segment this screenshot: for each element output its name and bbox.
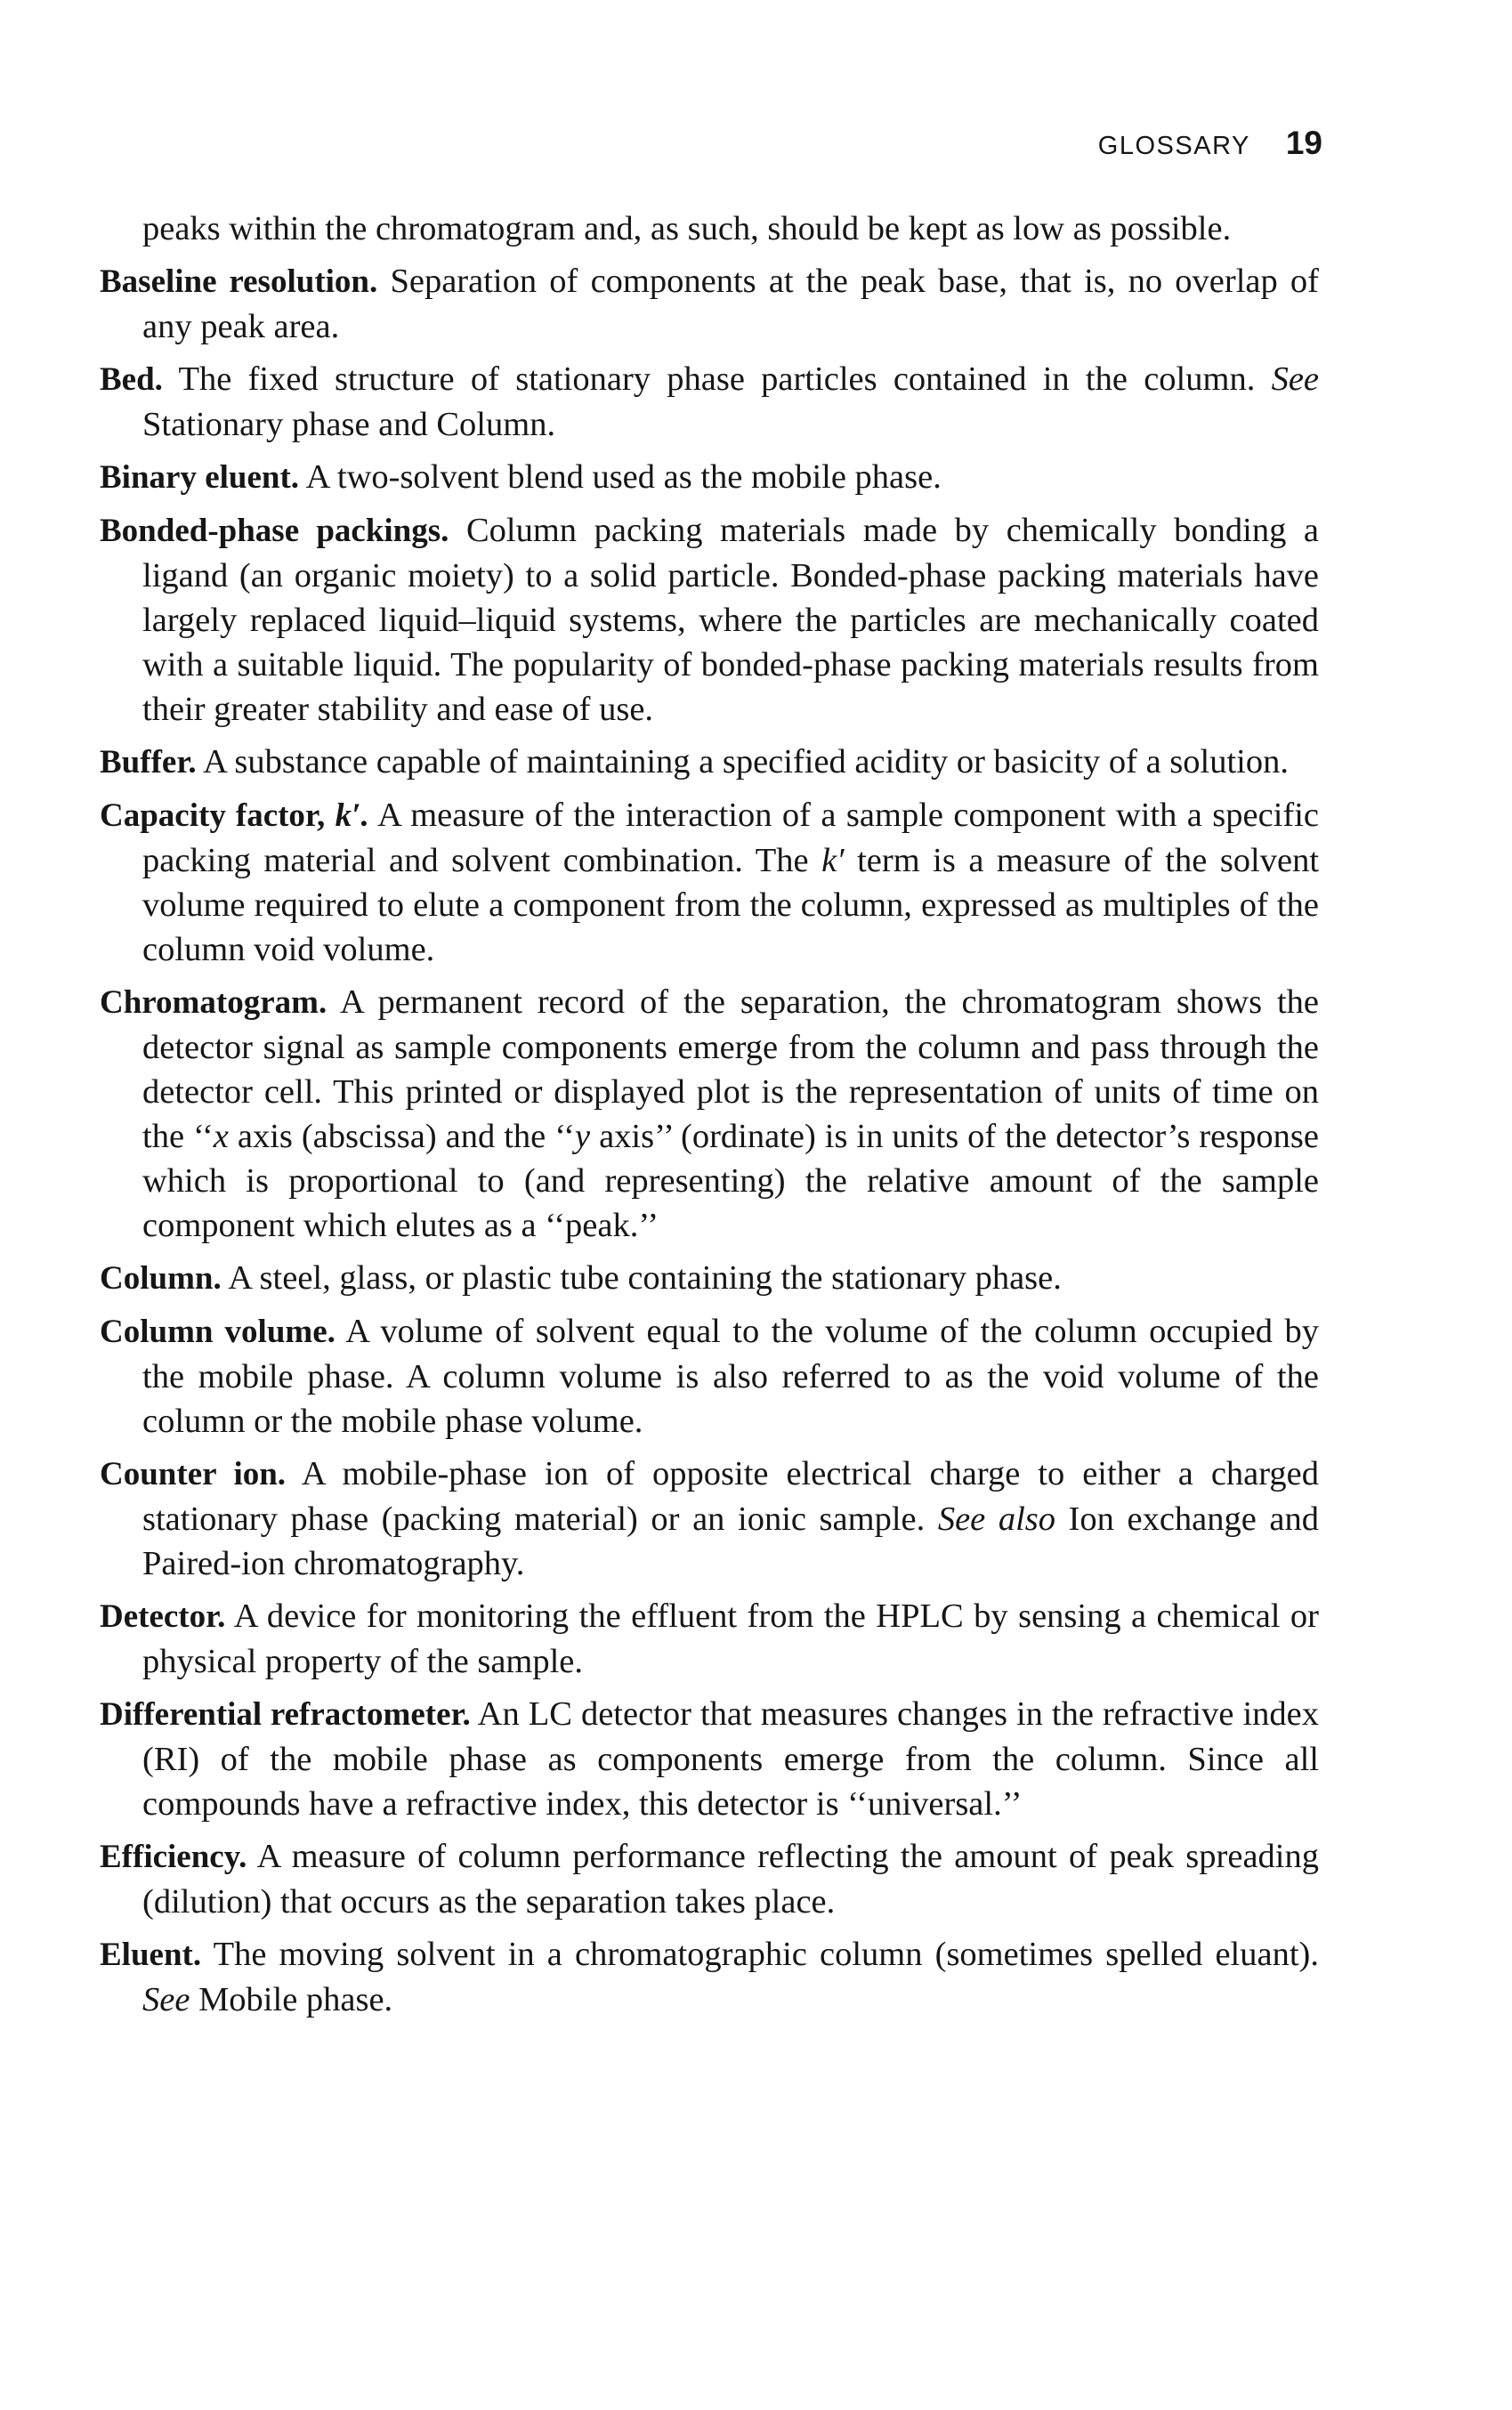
glossary-term: Bonded-phase packings.	[100, 513, 449, 549]
glossary-entry-eluent	[100, 1932, 1319, 2022]
symbol-x: x	[213, 1118, 229, 1155]
cross-reference-label: See	[1271, 360, 1320, 398]
glossary-term: Baseline resolution.	[100, 263, 378, 300]
glossary-entry-column	[100, 1256, 1319, 1301]
cross-reference-text: Ion exchange and Paired-ion chromatography.	[142, 1500, 1319, 1582]
glossary-term: Detector.	[100, 1598, 226, 1635]
glossary-definition: The moving solvent in a chromatographic column (sometimes spelled eluant).	[213, 1936, 1319, 1973]
running-title: GLOSSARY	[1097, 132, 1250, 160]
glossary-body	[100, 206, 1319, 2030]
glossary-definition: A volume of solvent equal to the volume of the column occupied by the mobile phase. A column volume is also referred to as the void volume of the column or the mobile phase volume.	[142, 1313, 1319, 1440]
glossary-definition: A device for monitoring the effluent from the HPLC by sensing a chemical or physical property of the sample.	[142, 1597, 1319, 1680]
glossary-definition-continued: term is a measure of the solvent volume required to elute a component from the column, expressed as multiples of the column void volume.	[142, 842, 1320, 968]
cross-reference-label: See also	[937, 1500, 1055, 1538]
glossary-definition: An LC detector that measures changes in the refractive index (RI) of the mobile phase as components emerge from the column. Since all compounds have a refractive index, this detector is ‘‘universal.’’	[142, 1695, 1319, 1823]
glossary-entry-efficiency	[100, 1834, 1319, 1924]
glossary-definition: A mobile-phase ion of opposite electrical charge to either a charged stationary phase (packing material) or an ionic sample.	[142, 1455, 1319, 1538]
glossary-term: Buffer.	[100, 744, 197, 780]
glossary-definition: A measure of column performance reflecting the amount of peak spreading (dilution) that occurs as the separation takes place.	[142, 1838, 1319, 1921]
glossary-entry-baseline-resolution	[100, 259, 1319, 349]
glossary-term: Counter ion.	[100, 1456, 287, 1492]
glossary-term: Binary eluent.	[100, 459, 300, 496]
symbol-y: y	[575, 1118, 591, 1155]
running-head	[1098, 125, 1322, 167]
glossary-term: Chromatogram.	[100, 984, 327, 1021]
symbol-k-prime: k′	[821, 842, 845, 879]
glossary-definition: Separation of components at the peak base, that is, no overlap of any peak area.	[142, 263, 1320, 345]
glossary-entry-chromatogram	[100, 980, 1319, 1248]
glossary-term: Eluent.	[100, 1937, 202, 1973]
glossary-entry-capacity-factor	[100, 793, 1319, 972]
glossary-term: Differential refractometer.	[100, 1696, 471, 1733]
glossary-entry-bed	[100, 357, 1319, 447]
glossary-definition: A steel, glass, or plastic tube containing the stationary phase.	[228, 1259, 1062, 1297]
glossary-entry-counter-ion	[100, 1452, 1319, 1586]
glossary-definition: Column packing materials made by chemically bonding a ligand (an organic moiety) to a solid particle. Bonded-phase packing materials have largely replaced liquid–liquid systems, where the particles are mechanically coated with a suitable liquid. The popularity of bonded-phase packing materials results from their greater stability and ease of use.	[142, 512, 1319, 728]
glossary-entry-column-volume	[100, 1309, 1319, 1444]
glossary-entry-differential-refractometer	[100, 1692, 1319, 1826]
glossary-term: Efficiency.	[100, 1839, 247, 1875]
glossary-term-symbol: k′.	[335, 797, 369, 834]
glossary-definition: The fixed structure of stationary phase particles contained in the column.	[178, 360, 1256, 398]
glossary-entry-binary-eluent	[100, 455, 1319, 500]
glossary-definition: A substance capable of maintaining a specified acidity or basicity of a solution.	[203, 743, 1289, 780]
cross-reference-label: See	[142, 1981, 190, 2018]
glossary-entry-bonded-phase-packings	[100, 508, 1319, 732]
glossary-definition-end: axis’’ (ordinate) is in units of the detector’s response which is proportional to (and representing) the relative amount of the sample component which elutes as a ‘‘peak.’’	[142, 1118, 1320, 1244]
cross-reference-text: Mobile phase.	[198, 1981, 393, 2018]
page-number: 19	[1285, 125, 1322, 161]
glossary-term: Column volume.	[100, 1314, 336, 1350]
continued-text: peaks within the chromatogram and, as such, should be kept as low as possible.	[142, 210, 1232, 247]
continued-definition	[100, 206, 1319, 251]
glossary-definition: A permanent record of the separation, the chromatogram shows the detector signal as sample components emerge from the column and pass through the detector cell. This printed or displayed plot is the representation of units of time on the ‘‘	[142, 983, 1319, 1155]
glossary-entry-buffer	[100, 740, 1319, 785]
glossary-entry-detector	[100, 1594, 1319, 1684]
cross-reference-text: Stationary phase and Column.	[142, 406, 556, 443]
glossary-term: Capacity factor,	[100, 797, 326, 834]
glossary-definition: A measure of the interaction of a sample component with a specific packing material and solvent combination. The	[142, 797, 1319, 879]
glossary-term: Bed.	[100, 361, 163, 398]
glossary-definition: A two-solvent blend used as the mobile phase.	[305, 458, 942, 496]
glossary-definition-continued: axis (abscissa) and the ‘‘	[237, 1118, 575, 1155]
glossary-term: Column.	[100, 1260, 222, 1297]
